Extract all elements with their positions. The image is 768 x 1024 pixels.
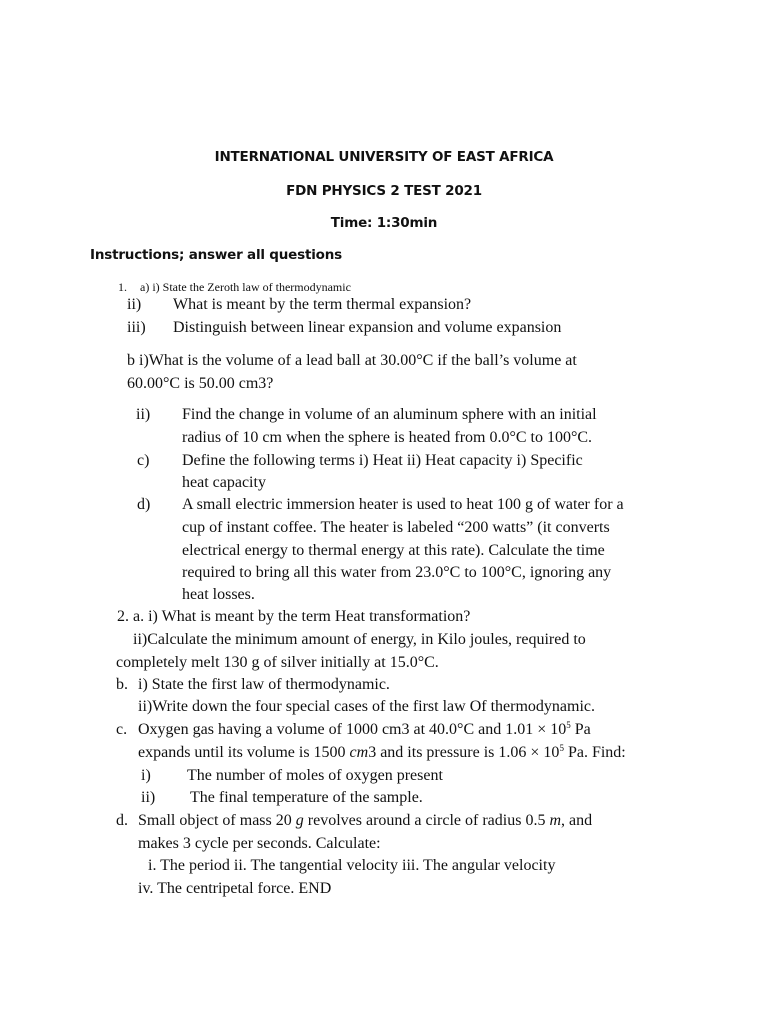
q2-d-line4: iv. The centripetal force. END <box>138 880 332 897</box>
q2-c-ii: The final temperature of the sample. <box>190 789 423 806</box>
q2-d-line2: makes 3 cycle per seconds. Calculate: <box>138 835 381 852</box>
q1-d-number: d) <box>137 496 151 513</box>
q1-d-line1: A small electric immersion heater is used to heat 100 g of water for a <box>182 496 624 513</box>
q1-b-i-line1: b i)What is the volume of a lead ball at 30.00°C if the ball’s volume at <box>127 352 577 369</box>
instructions: Instructions; answer all questions <box>90 247 342 263</box>
q1-a-ii: What is meant by the term thermal expansion? <box>173 296 472 313</box>
test-title: FDN PHYSICS 2 TEST 2021 <box>286 183 482 199</box>
q1-d-line4: required to bring all this water from 23.0°C to 100°C, ignoring any <box>182 564 612 581</box>
q2-a-line2: ii)Calculate the minimum amount of energy, in Kilo joules, required to <box>133 631 586 648</box>
time-allowed: Time: 1:30min <box>330 215 438 231</box>
q1-c-line1: Define the following terms i) Heat ii) Heat capacity i) Specific <box>182 452 583 469</box>
q1-a-ii-number: ii) <box>127 296 142 313</box>
q1-b-ii-line1: Find the change in volume of an aluminum sphere with an initial <box>182 406 597 423</box>
q1-number: 1. <box>118 280 127 294</box>
q1-b-ii-line2: radius of 10 cm when the sphere is heated from 0.0°C to 100°C. <box>182 429 593 446</box>
q2-b-line2: ii)Write down the four special cases of the first law Of thermodynamic. <box>138 698 595 715</box>
q1-a-iii-number: iii) <box>127 319 146 336</box>
q1-d-line2: cup of instant coffee. The heater is labeled “200 watts” (it converts <box>182 519 610 536</box>
q1-d-line5: heat losses. <box>182 586 255 603</box>
q2-c-number: c. <box>116 721 128 738</box>
q1-b-ii-number: ii) <box>136 406 151 423</box>
q1-c-line2: heat capacity <box>182 474 266 491</box>
q1-b-i-line2: 60.00°C is 50.00 cm3? <box>127 375 274 392</box>
q2-d-number: d. <box>116 812 128 829</box>
university-title: INTERNATIONAL UNIVERSITY OF EAST AFRICA <box>214 149 554 165</box>
q2-c-line1: Oxygen gas having a volume of 1000 cm3 at 40.0°C and $1.01 \times 10^5$ Pa <box>138 720 591 738</box>
q1-d-line3: electrical energy to thermal energy at this rate). Calculate the time <box>182 542 605 559</box>
q2-c-ii-number: ii) <box>141 789 156 806</box>
q2-a-line3: completely melt 130 g of silver initially at 15.0°C. <box>116 654 439 671</box>
q2-b-line1: i) State the first law of thermodynamic. <box>138 676 390 693</box>
q1-a-iii: Distinguish between linear expansion and volume expansion <box>173 319 562 336</box>
q2-c-i: The number of moles of oxygen present <box>187 767 443 784</box>
q2-c-line2: expands until its volume is 1500 cm3 and its pressure is $1.06 \times 10^5$ Pa. Find: <box>138 743 626 761</box>
q2-a-line1: 2. a. i) What is meant by the term Heat transformation? <box>117 608 471 625</box>
q2-b-number: b. <box>116 676 128 693</box>
q2-d-line3: i. The period ii. The tangential velocity iii. The angular velocity <box>148 857 556 874</box>
q2-d-line1: Small object of mass 20 g revolves around a circle of radius 0.5 m, and <box>138 812 593 829</box>
q2-c-i-number: i) <box>141 767 151 784</box>
q1-a-i: a) i) State the Zeroth law of thermodynamic <box>140 280 351 294</box>
q1-c-number: c) <box>137 452 150 469</box>
